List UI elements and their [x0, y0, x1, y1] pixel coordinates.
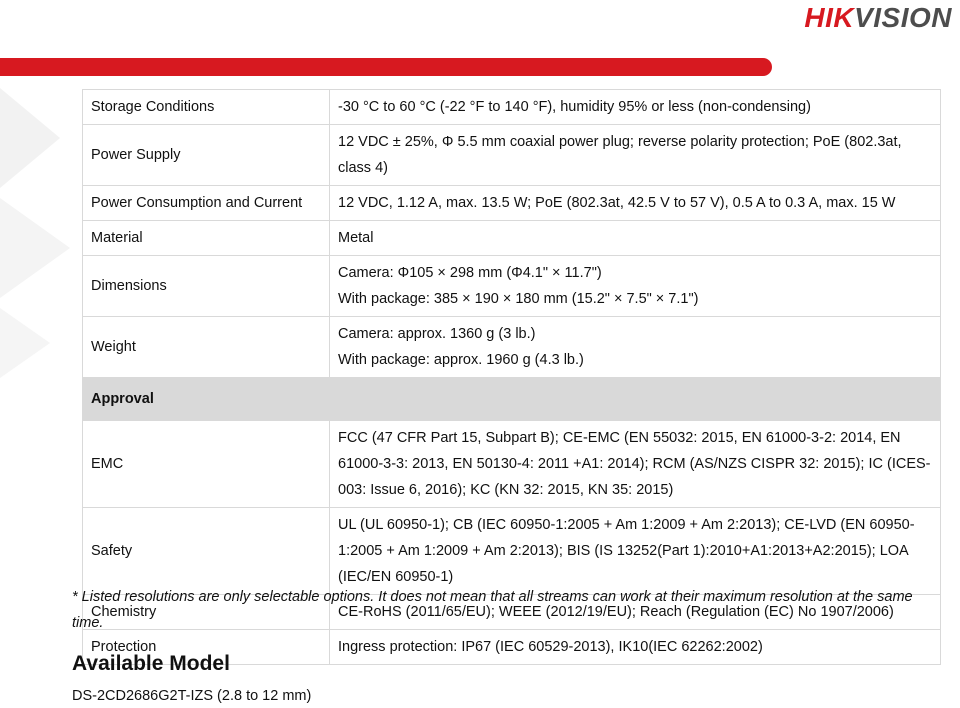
spec-value-line: Ingress protection: IP67 (IEC 60529-2013), IK10(IEC 62262:2002) — [338, 639, 763, 655]
spec-label: Weight — [83, 317, 330, 378]
spec-value — [330, 90, 941, 125]
watermark-graphic — [0, 78, 80, 378]
footnote: * Listed resolutions are only selectable options. It does not mean that all streams can work at their maximum resolution at the same time. — [72, 589, 913, 631]
spec-value-line: CE-RoHS (2011/65/EU); WEEE (2012/19/EU); Reach (Regulation (EC) No 1907/2006) — [338, 604, 894, 620]
spec-value — [330, 317, 941, 378]
spec-row — [83, 317, 941, 378]
section-title: Approval — [83, 378, 941, 421]
spec-value — [330, 125, 941, 186]
spec-value-line: Camera: approx. 1360 g (3 lb.) — [338, 326, 536, 342]
spec-row — [83, 125, 941, 186]
spec-value — [330, 221, 941, 256]
spec-value — [330, 421, 941, 508]
spec-row — [83, 186, 941, 221]
model-number: DS-2CD2686G2T-IZS (2.8 to 12 mm) — [72, 688, 312, 704]
spec-label: Dimensions — [83, 256, 330, 317]
spec-value-line: -30 °C to 60 °C (-22 °F to 140 °F), humidity 95% or less (non-condensing) — [338, 99, 811, 115]
spec-label: Power Supply — [83, 125, 330, 186]
available-model-title: Available Model — [72, 652, 230, 675]
spec-value — [330, 508, 941, 595]
spec-table — [82, 89, 941, 665]
spec-value — [330, 256, 941, 317]
section-header-approval — [83, 378, 941, 421]
spec-value-line: Camera: Φ105 × 298 mm (Φ4.1" × 11.7") — [338, 265, 602, 281]
spec-label: Safety — [83, 508, 330, 595]
spec-value-line: Metal — [338, 230, 374, 246]
spec-value-line: UL (UL 60950-1); CB (IEC 60950-1:2005 + Am 1:2009 + Am 2:2013); CE-LVD (EN 60950-1:2005 + Am 1:2009 + Am 2:2013); BIS (IS 13252(Part 1):2010+A1:2013+A2:2015); LOA (IEC/EN 60950-1) — [338, 517, 915, 585]
spec-label: EMC — [83, 421, 330, 508]
spec-row — [83, 90, 941, 125]
spec-row — [83, 256, 941, 317]
spec-value-line: FCC (47 CFR Part 15, Subpart B); CE-EMC (EN 55032: 2015, EN 61000-3-2: 2014, EN 61000-3-3: 2013, EN 50130-4: 2011 +A1: 2014); RCM (AS/NZS CISPR 32: 2015); IC (ICES-003: Issue 6, 2016); KC (KN 32: 2015, KN 35: 2015) — [338, 430, 931, 498]
hikvision-logo: HIKVISION — [804, 2, 952, 33]
spec-label: Chemistry — [83, 595, 330, 630]
spec-value — [330, 186, 941, 221]
spec-value-line: With package: 385 × 190 × 180 mm (15.2" × 7.5" × 7.1") — [338, 291, 699, 307]
spec-row — [83, 421, 941, 508]
spec-value-line: 12 VDC, 1.12 A, max. 13.5 W; PoE (802.3at, 42.5 V to 57 V), 0.5 A to 0.3 A, max. 15 W — [338, 195, 896, 211]
spec-value-line: With package: approx. 1960 g (4.3 lb.) — [338, 352, 584, 368]
spec-row — [83, 508, 941, 595]
spec-row — [83, 221, 941, 256]
spec-label: Storage Conditions — [83, 90, 330, 125]
spec-label: Power Consumption and Current — [83, 186, 330, 221]
spec-value-line: 12 VDC ± 25%, Φ 5.5 mm coaxial power plug; reverse polarity protection; PoE (802.3at, class 4) — [338, 134, 902, 176]
spec-label: Material — [83, 221, 330, 256]
header-red-bar — [0, 58, 772, 76]
spec-label: Protection — [83, 630, 330, 665]
